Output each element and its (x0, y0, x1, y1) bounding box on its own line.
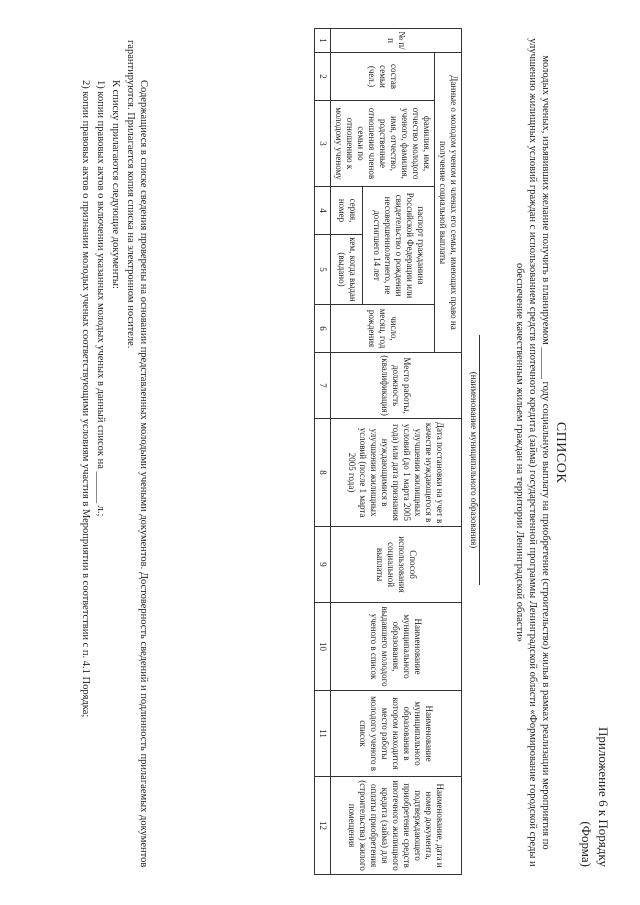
col-header-credit-document: Наименование, дата и номер документа, подтверждающего приобретение средств ипотечного жилищного кредита (займа) для оплаты приобретения (строительства) жилого помещения (331, 777, 462, 875)
col-header-number: № п/п (331, 29, 462, 53)
column-number: 12 (315, 777, 331, 875)
intro-paragraph: молодых ученых, изъявивших желание получить в планируемом ______ году социальную выплату на приобретение (строительство) жилья в рамках реализации мероприятия по улучшению жилищных условий граждан с использованием средств ипотечного кредита (займа) государственной программы Ленинградской области «Формирование городской среды и обеспечение качественным жильем граждан на территории Ленинградской области» (514, 38, 551, 867)
appendix-reference: Приложение 6 к Порядку (596, 727, 611, 867)
col-header-registration-date: Дата постановки на учет в качестве нуждающегося в улучшении жилищных условий (до 1 марта 2005 года) или дата признания нуждающимися в улучшении жилищных условий (после 1 марта 2005 года) (331, 419, 462, 527)
attachment-item-1: 1) копии правовых актов о включении указанных молодых ученых в данный список на ______ л.; (95, 80, 106, 517)
col-header-passport: паспорт гражданина Российской Федерации или свидетельство о рождении несовершеннолетнего, не достигшего 14 лет (363, 187, 435, 305)
document-title: СПИСОК (553, 421, 568, 484)
col-header-series-number: серия, номер (331, 187, 363, 235)
col-group-header: Данные о молодом ученом и членах его семьи, имеющих право на получение социальной выплаты (435, 53, 462, 353)
col-header-family-size: состав семьи (чел.) (331, 53, 435, 101)
table-header-row (435, 29, 462, 875)
column-number: 8 (315, 419, 331, 527)
col-header-birth-date: число, месяц, год рождения (331, 305, 435, 353)
col-header-full-name: фамилия, имя, отчество молодого ученого, фамилия, имя, отчество, родственные отношения членов семьи по отношению к молодому ученому (331, 101, 435, 187)
verification-paragraph: Содержащиеся в списке сведения проверены на основании представленных молодыми учеными документов. Достоверность сведений и подлинность прилагаемых документов гарантируются. Прилагается копия списка на электронном носителе. (125, 40, 149, 868)
col-header-issued-by: кем, когда выдан (выдано) (331, 235, 363, 305)
column-number: 4 (315, 187, 331, 235)
column-number: 6 (315, 305, 331, 353)
column-number: 1 (315, 29, 331, 53)
attachments-intro: К списку прилагаются следующие документы: (110, 80, 121, 289)
col-header-work-municipality: Наименование муниципального образования в котором находится место работы молодого ученого в список (331, 691, 462, 777)
column-number: 9 (315, 527, 331, 603)
column-number: 7 (315, 353, 331, 419)
municipality-blank-line (479, 335, 480, 585)
appendix-header (578, 727, 612, 867)
attachment-item-2: 2) копии правовых актов о признании молодых ученых соответствующими условиям участия в Мероприятии в соответствии с п. 4.1 Порядка; (80, 80, 91, 718)
form-label: (Форма) (579, 821, 594, 867)
young-scientists-table (314, 28, 462, 875)
column-number: 2 (315, 53, 331, 101)
column-number: 10 (315, 603, 331, 691)
col-header-payment-method: Способ использования социальной выплаты (331, 527, 462, 603)
col-header-municipality: Наименование муниципального образования, выдавшего молодого ученого в список (331, 603, 462, 691)
col-header-workplace: Место работы, должность (квалификация) (331, 353, 462, 419)
column-number: 3 (315, 101, 331, 187)
column-number-row (315, 29, 331, 875)
column-number: 5 (315, 235, 331, 305)
municipality-caption: (наименование муниципального образования) (469, 371, 479, 549)
column-number: 11 (315, 691, 331, 777)
